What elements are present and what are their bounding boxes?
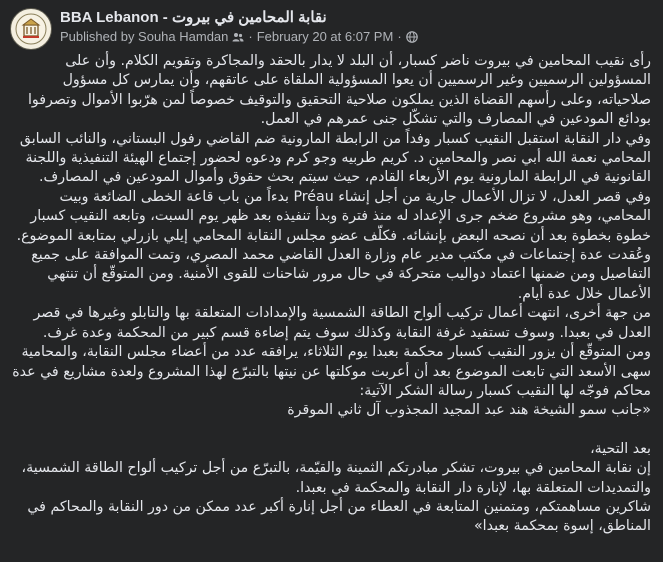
paragraph: رأى نقيب المحامين في بيروت ناضر كسبار، أن البلد لا يدار بالحقد والمجاكرة وتقويم الكلام. وأن على المسؤولين الرسميين وغير الرسميين أن يعوا المسؤولية الملقاة على عاتقهم، وأن يمارس كل مسؤول صلاحياته، وعلى رأسهم القضاة الذين يملكون صلاحية التحقيق والتوقيف خصوصاً لمن هرّبوا الأموال وتصرفوا بودائع المودعين في المصارف والتي تشكّل جنى عمرهم في العمل.	[27, 53, 651, 128]
people-icon	[232, 31, 244, 43]
post-byline	[60, 29, 418, 45]
post-body	[0, 46, 663, 537]
post-header	[0, 0, 663, 46]
paragraph: ومن المتوقّع أن يزور النقيب كسبار محكمة بعبدا يوم الثلاثاء، يرافقه عدد من أعضاء مجلس النقابة، والمحامية سهى الأسعد التي تابعت الموضوع بعد أن أعربت موكلتها عن نيتها بالتبرّع لهذا المشروع ولعدة مشاريع في عدة محاكم فوجّه لها النقيب كسبار رسالة الشكر الآتية:	[12, 344, 651, 399]
paragraph: «جانب سمو الشيخة هند عبد المجيد المجذوب آل ثاني الموقرة	[287, 402, 651, 419]
post-timestamp[interactable]: February 20 at 6:07 PM	[256, 29, 394, 44]
letter-paragraph: شاكرين مساهمتكم، ومتمنين المتابعة في العطاء من أجل إنارة أكبر عدد ممكن من دور النقابة والمحاكم في المناطق، إسوة بمحكمة بعبدا»	[27, 498, 651, 535]
letter-paragraph: إن نقابة المحامين في بيروت، تشكر مبادرتكم الثمينة والقيّمة، بالتبرّع من أجل تركيب ألواح الطاقة الشمسية، والتمديدات المتعلقة بها، لإنارة دار النقابة والمحكمة في بعبدا.	[21, 460, 651, 496]
published-by[interactable]: Published by Souha Hamdan	[60, 29, 229, 44]
separator-dot: ·	[397, 29, 402, 44]
paragraph: وفي قصر العدل، لا تزال الأعمال جارية من أجل إنشاء Préau بدءاً من باب قاعة الخطى الضائعة وبيت المحامي، وهو مشروع ضخم جرى الإعداد له منذ فترة وبدأ تنفيذه بعد ظهر يوم السبت، وتابعه النقيب كسبار خطوة بخطوة بعد أن نصحه البعض بإنشائه. فكلّف عضو مجلس النقابة المحامي إيلي بازرلي بمتابعة الموضوع. وعُقدت عدة إجتماعات في مكتب مدير عام وزارة العدل القاضي محمد المصري، وتمت الموافقة على جميع التفاصيل ومن ضمنها اعتماد دواليب متحركة في حال مرور شاحنات للقوى الأمنية. ومن المتوقّع أن تنتهي الأعمال خلال عدة أيام.	[16, 188, 651, 302]
paragraph: وفي دار النقابة استقبل النقيب كسبار وفداً من الرابطة المارونية ضم القاضي رفول البستاني، والنائب السابق المحامي نعمة الله أبي نصر والمحامين د. كريم طربيه وجو كرم ودعوه لحضور إجتماع الهيئة التنفيذية واللجنة القانونية في الرابطة المارونية يوم الأربعاء القادم، حيث سيتم بحث حقوق وأموال المودعين في المصارف.	[19, 130, 651, 186]
separator-dot: ·	[248, 29, 253, 44]
paragraph: من جهة أخرى، انتهت أعمال تركيب ألواح الطاقة الشمسية والإمدادات المتعلقة بها والتابلو وغيرها في قصر العدل في بعبدا. وسوف تستفيد غرفة النقابة وكذلك سوف يتم إضاءة قسم كبير من المحكمة وعدة غرف.	[33, 305, 651, 341]
globe-icon	[406, 31, 418, 43]
page-name-link[interactable]: BBA Lebanon - نقابة المحامين في بيروت	[60, 9, 327, 26]
page-avatar[interactable]	[10, 8, 52, 50]
bar-association-logo-icon	[15, 13, 47, 45]
letter-greeting: بعد التحية،	[590, 440, 651, 457]
